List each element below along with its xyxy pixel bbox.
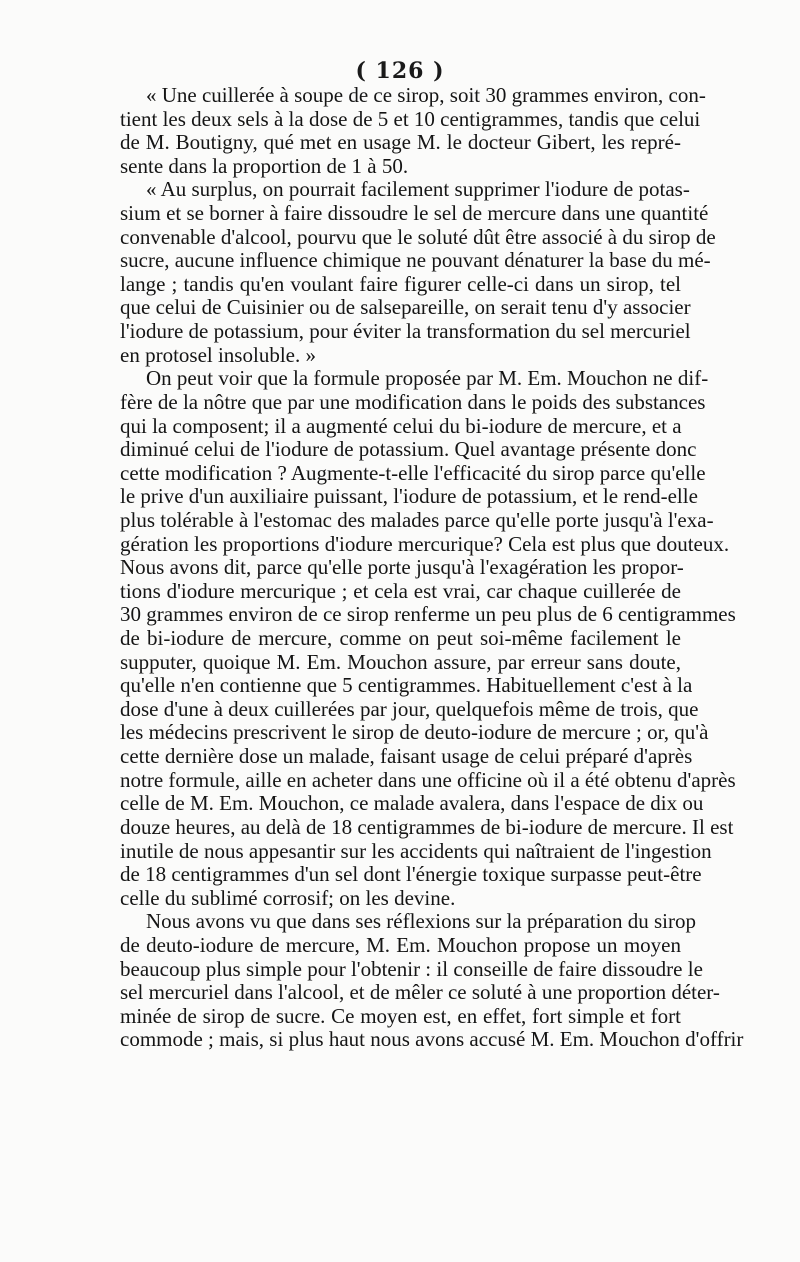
text-line: beaucoup plus simple pour l'obtenir : il conseille de faire dissoudre le xyxy=(120,956,703,981)
text-line: inutile de nous appesantir sur les accidents qui naîtraient de l'ingestion xyxy=(120,838,712,863)
text-line: sel mercuriel dans l'alcool, et de mêler ce soluté à une proportion déter- xyxy=(120,980,720,1005)
text-line: notre formule, aille en acheter dans une officine où il a été obtenu d'après xyxy=(120,767,736,792)
text-line: tions d'iodure mercurique ; et cela est vrai, car chaque cuillerée de xyxy=(120,578,681,603)
text-line: cette modification ? Augmente-t-elle l'efficacité du sirop parce qu'elle xyxy=(120,460,706,485)
text-line: qu'elle n'en contienne que 5 centigrammes. Habituellement c'est à la xyxy=(120,673,693,698)
text-line: Nous avons vu que dans ses réflexions sur la préparation du sirop xyxy=(146,909,696,934)
text-line: cette dernière dose un malade, faisant usage de celui préparé d'après xyxy=(120,744,693,769)
paragraph-3 xyxy=(120,366,736,910)
text-line: de bi-iodure de mercure, comme on peut soi-même facilement le xyxy=(120,626,681,651)
text-line: tient les deux sels à la dose de 5 et 10 centigrammes, tandis que celui xyxy=(120,106,701,131)
text-line: plus tolérable à l'estomac des malades parce qu'elle porte jusqu'à l'exa- xyxy=(120,507,714,532)
text-line: On peut voir que la formule proposée par M. Em. Mouchon ne dif- xyxy=(146,366,709,391)
text-line: sucre, aucune influence chimique ne pouvant dénaturer la base du mé- xyxy=(120,248,711,273)
text-line: lange ; tandis qu'en voulant faire figurer celle-ci dans un sirop, tel xyxy=(120,271,681,296)
paragraph-1 xyxy=(120,83,706,178)
text-line: le prive d'un auxiliaire puissant, l'iodure de potassium, et le rend-elle xyxy=(120,484,698,509)
text-line: « Une cuillerée à soupe de ce sirop, soit 30 grammes environ, con- xyxy=(146,83,706,107)
text-line: 30 grammes environ de ce sirop renferme un peu plus de 6 centigrammes xyxy=(120,602,736,627)
body-text xyxy=(120,83,744,1052)
text-line: gération les proportions d'iodure mercurique? Cela est plus que douteux. xyxy=(120,531,730,556)
text-line: l'iodure de potassium, pour éviter la transformation du sel mercuriel xyxy=(120,319,691,344)
text-line: les médecins prescrivent le sirop de deuto-iodure de mercure ; or, qu'à xyxy=(120,720,709,745)
text-line: sium et se borner à faire dissoudre le sel de mercure dans une quantité xyxy=(120,201,709,226)
paragraph-4 xyxy=(120,909,744,1052)
text-line: de M. Boutigny, qué met en usage M. le docteur Gibert, les repré- xyxy=(120,130,681,155)
text-line: supputer, quoique M. Em. Mouchon assure, par erreur sans doute, xyxy=(120,649,681,674)
text-line: qui la composent; il a augmenté celui du bi-iodure de mercure, et a xyxy=(120,413,682,438)
text-line: de deuto-iodure de mercure, M. Em. Mouchon propose un moyen xyxy=(120,932,681,957)
text-line: commode ; mais, si plus haut nous avons accusé M. Em. Mouchon d'offrir xyxy=(120,1027,744,1052)
text-line: minée de sirop de sucre. Ce moyen est, en effet, fort simple et fort xyxy=(120,1003,681,1028)
text-line: Nous avons dit, parce qu'elle porte jusqu'à l'exagération les propor- xyxy=(120,555,684,580)
page-number: ( 126 ) xyxy=(355,58,445,84)
paragraph-2 xyxy=(120,177,716,367)
text-line: que celui de Cuisinier ou de salsepareille, on serait tenu d'y associer xyxy=(120,295,691,320)
text-line: celle du sublimé corrosif; on les devine. xyxy=(120,885,456,910)
text-line: fère de la nôtre que par une modification dans le poids des substances xyxy=(120,389,706,414)
text-line: de 18 centigrammes d'un sel dont l'énergie toxique surpasse peut-être xyxy=(120,862,702,887)
text-line: douze heures, au delà de 18 centigrammes de bi-iodure de mercure. Il est xyxy=(120,814,734,839)
text-line: convenable d'alcool, pourvu que le soluté dût être associé à du sirop de xyxy=(120,224,716,249)
text-line: diminué celui de l'iodure de potassium. Quel avantage présente donc xyxy=(120,437,697,462)
text-line: dose d'une à deux cuillerées par jour, quelquefois même de trois, que xyxy=(120,696,699,721)
text-line: celle de M. Em. Mouchon, ce malade avalera, dans l'espace de dix ou xyxy=(120,791,704,816)
text-line: en protosel insoluble. » xyxy=(120,342,316,367)
text-line: sente dans la proportion de 1 à 50. xyxy=(120,153,409,178)
text-line: « Au surplus, on pourrait facilement supprimer l'iodure de potas- xyxy=(146,177,690,202)
